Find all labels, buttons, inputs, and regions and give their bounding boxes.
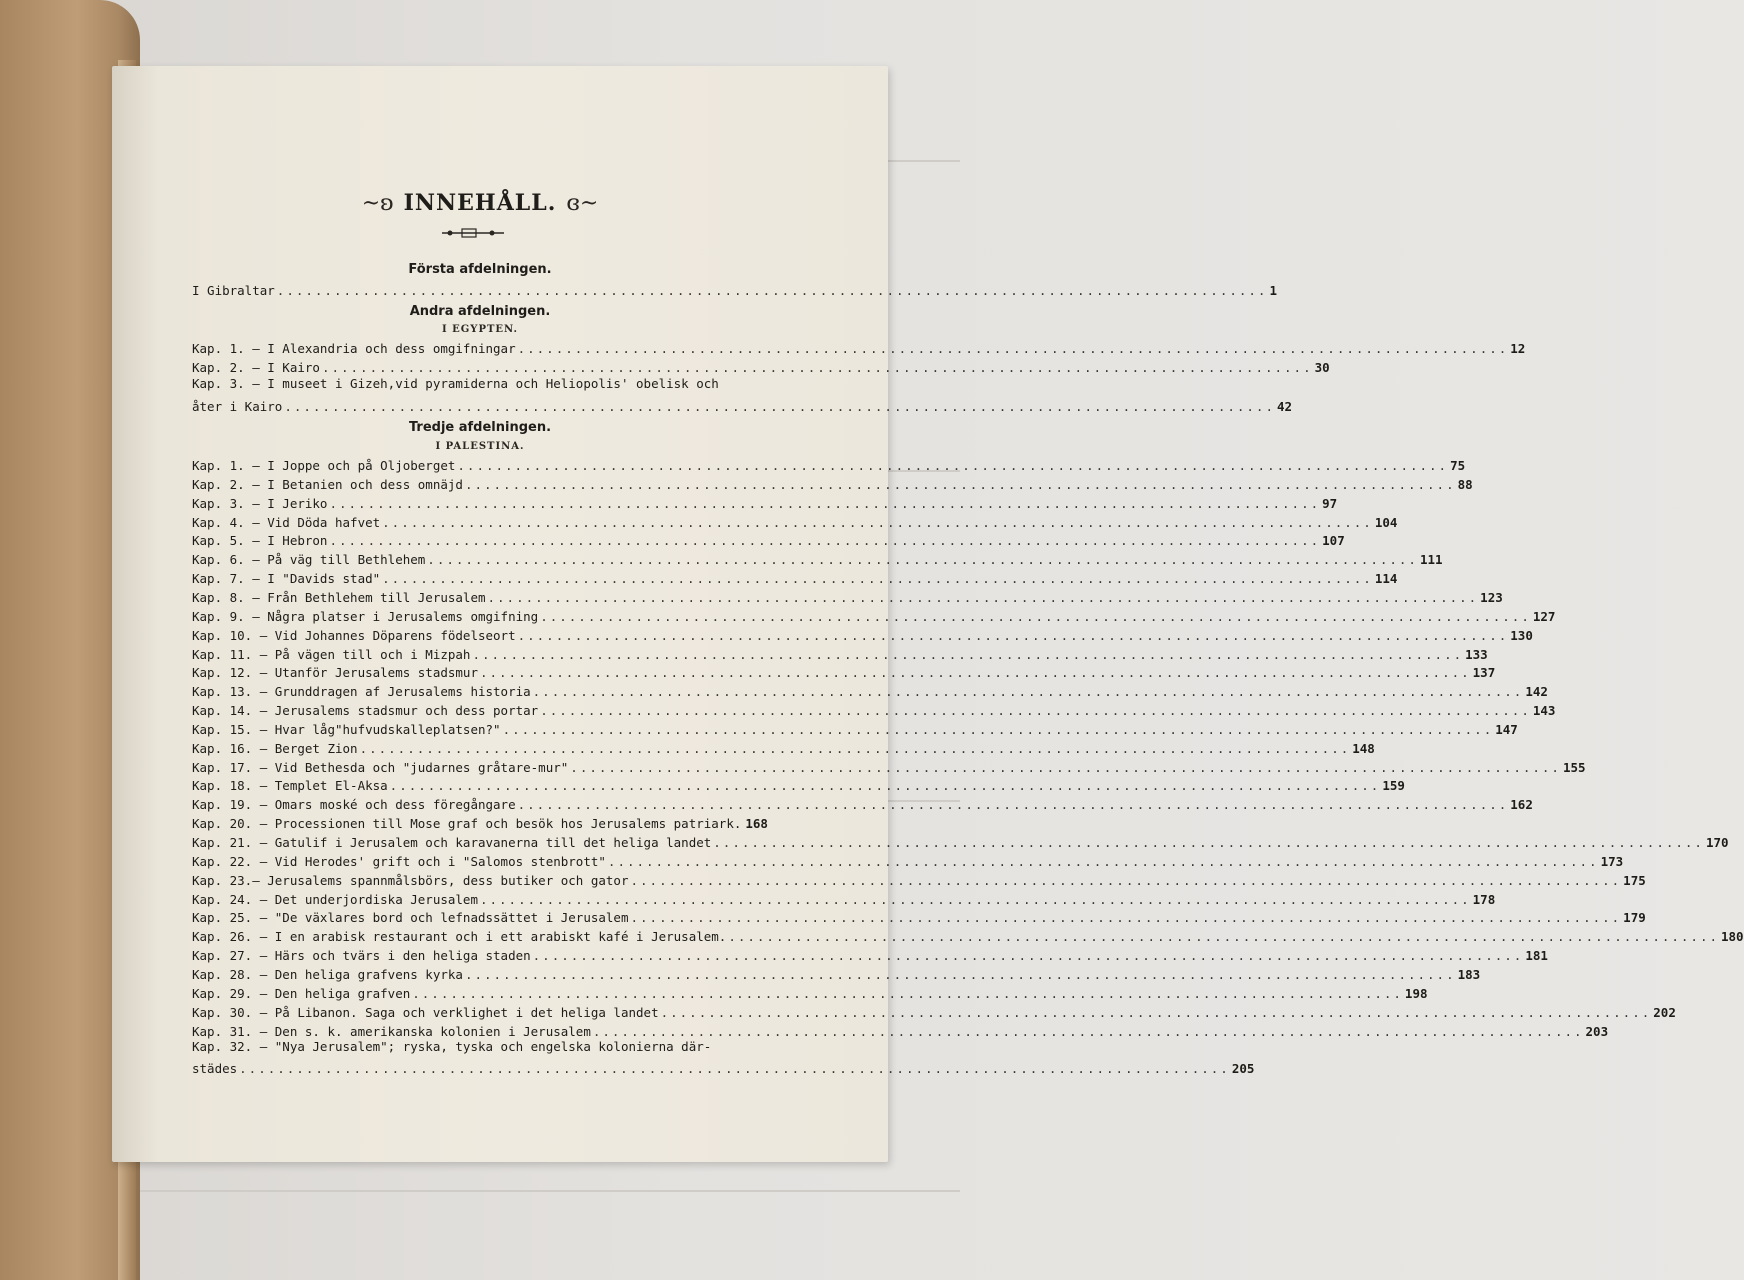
toc-entry: Kap. 2. — I Betanien och dess omnäjd ........................................................................................................ 88 (192, 477, 1473, 492)
toc-entry: Kap. 9. — Några platser i Jerusalems omgifning ........................................................................................................ 127 (192, 609, 1556, 624)
toc-entry: Kap. 29. — Den heliga grafven ........................................................................................................ 198 (192, 986, 1428, 1001)
toc-entry: Kap. 23.— Jerusalems spannmålsbörs, dess butiker och gator ........................................................................................................ 175 (192, 873, 1646, 888)
flourish-right-icon: ɞ~ (566, 190, 599, 216)
toc-entry: Kap. 24. — Det underjordiska Jerusalem ........................................................................................................ 178 (192, 892, 1496, 907)
toc-entry: åter i Kairo ........................................................................................................ 42 (192, 399, 1293, 414)
toc-entry: Kap. 22. — Vid Herodes' grift och i "Salomos stenbrott" ........................................................................................................ 173 (192, 854, 1624, 869)
toc-entry: Kap. 25. — "De växlares bord och lefnadssättet i Jerusalem ........................................................................................................ 179 (192, 910, 1646, 925)
toc-entry: Kap. 20. — Processionen till Mose graf och besök hos Jerusalems patriark. 168 (192, 816, 768, 831)
toc-entry: Kap. 18. — Templet El-Aksa ........................................................................................................ 159 (192, 778, 1405, 793)
toc-entry: Kap. 16. — Berget Zion ........................................................................................................ 148 (192, 741, 1375, 756)
toc-entry: Kap. 26. — I en arabisk restaurant och i ett arabiskt kafé i Jerusalem. ........................................................................................................ 180 (192, 929, 1744, 944)
toc-entry: Kap. 2. — I Kairo ........................................................................................................ 30 (192, 360, 1330, 375)
section-heading-2: Andra afdelningen. (409, 304, 551, 319)
toc-entry: Kap. 12. — Utanför Jerusalems stadsmur ........................................................................................................ 137 (192, 665, 1496, 680)
toc-entry: Kap. 7. — I "Davids stad" ........................................................................................................ 114 (192, 571, 1398, 586)
toc-entry: Kap. 28. — Den heliga grafvens kyrka ........................................................................................................ 183 (192, 967, 1481, 982)
toc-entry: Kap. 1. — I Alexandria och dess omgifningar ........................................................................................................ 12 (192, 341, 1526, 356)
toc-entry: Kap. 21. — Gatulif i Jerusalem och karavanerna till det heliga landet ........................................................................................................ 170 (192, 835, 1729, 850)
toc-entry: Kap. 10. — Vid Johannes Döparens födelseort ........................................................................................................ 130 (192, 628, 1533, 643)
toc-entry: Kap. 11. — På vägen till och i Mizpah ........................................................................................................ 133 (192, 647, 1488, 662)
section-subheading-3: I PALESTINA. (435, 441, 525, 452)
toc-entry-line: Kap. 3. — I museet i Gizeh,vid pyramiderna och Heliopolis' obelisk och (192, 376, 719, 391)
flourish-left-icon: ~ʚ (361, 190, 394, 216)
toc-entry: Kap. 17. — Vid Bethesda och "judarnes gråtare-mur" ........................................................................................................ 155 (192, 760, 1586, 775)
toc-entry: Kap. 8. — Från Bethlehem till Jerusalem ........................................................................................................ 123 (192, 590, 1503, 605)
section-heading-3: Tredje afdelningen. (408, 420, 552, 435)
title-block (0, 190, 960, 216)
toc-entry: Kap. 6. — På väg till Bethlehem ........................................................................................................ 111 (192, 552, 1443, 567)
ornament-rule-icon (440, 226, 506, 240)
toc-entry: Kap. 15. — Hvar låg"hufvudskalleplatsen?" ........................................................................................................ 147 (192, 722, 1518, 737)
toc-entry: Kap. 27. — Härs och tvärs i den heliga staden ........................................................................................................ 181 (192, 948, 1548, 963)
toc-entry: Kap. 30. — På Libanon. Saga och verklighet i det heliga landet ........................................................................................................ 202 (192, 1005, 1676, 1020)
toc-entry: I Gibraltar ........................................................................................................ 1 (192, 283, 1277, 298)
toc-entry: Kap. 1. — I Joppe och på Oljoberget ........................................................................................................ 75 (192, 458, 1466, 473)
toc-entry: städes ........................................................................................................ 205 (192, 1061, 1255, 1076)
toc-entry: Kap. 31. — Den s. k. amerikanska kolonien i Jerusalem ........................................................................................................ 203 (192, 1024, 1609, 1039)
toc-entry: Kap. 4. — Vid Döda hafvet ........................................................................................................ 104 (192, 515, 1398, 530)
toc-entry: Kap. 13. — Grunddragen af Jerusalems historia ........................................................................................................ 142 (192, 684, 1548, 699)
toc-entry: Kap. 3. — I Jeriko ........................................................................................................ 97 (192, 496, 1338, 511)
page-title: INNEHÅLL. (403, 190, 557, 216)
toc-entry: Kap. 19. — Omars moské och dess föregångare ........................................................................................................ 162 (192, 797, 1533, 812)
toc-entry: Kap. 14. — Jerusalems stadsmur och dess portar ........................................................................................................ 143 (192, 703, 1556, 718)
section-subheading-2: I EGYPTEN. (441, 324, 519, 335)
section-heading-1: Första afdelningen. (408, 262, 552, 277)
toc-entry-line: Kap. 32. — "Nya Jerusalem"; ryska, tyska och engelska kolonierna där- (192, 1039, 712, 1054)
toc-entry: Kap. 5. — I Hebron ........................................................................................................ 107 (192, 533, 1345, 548)
